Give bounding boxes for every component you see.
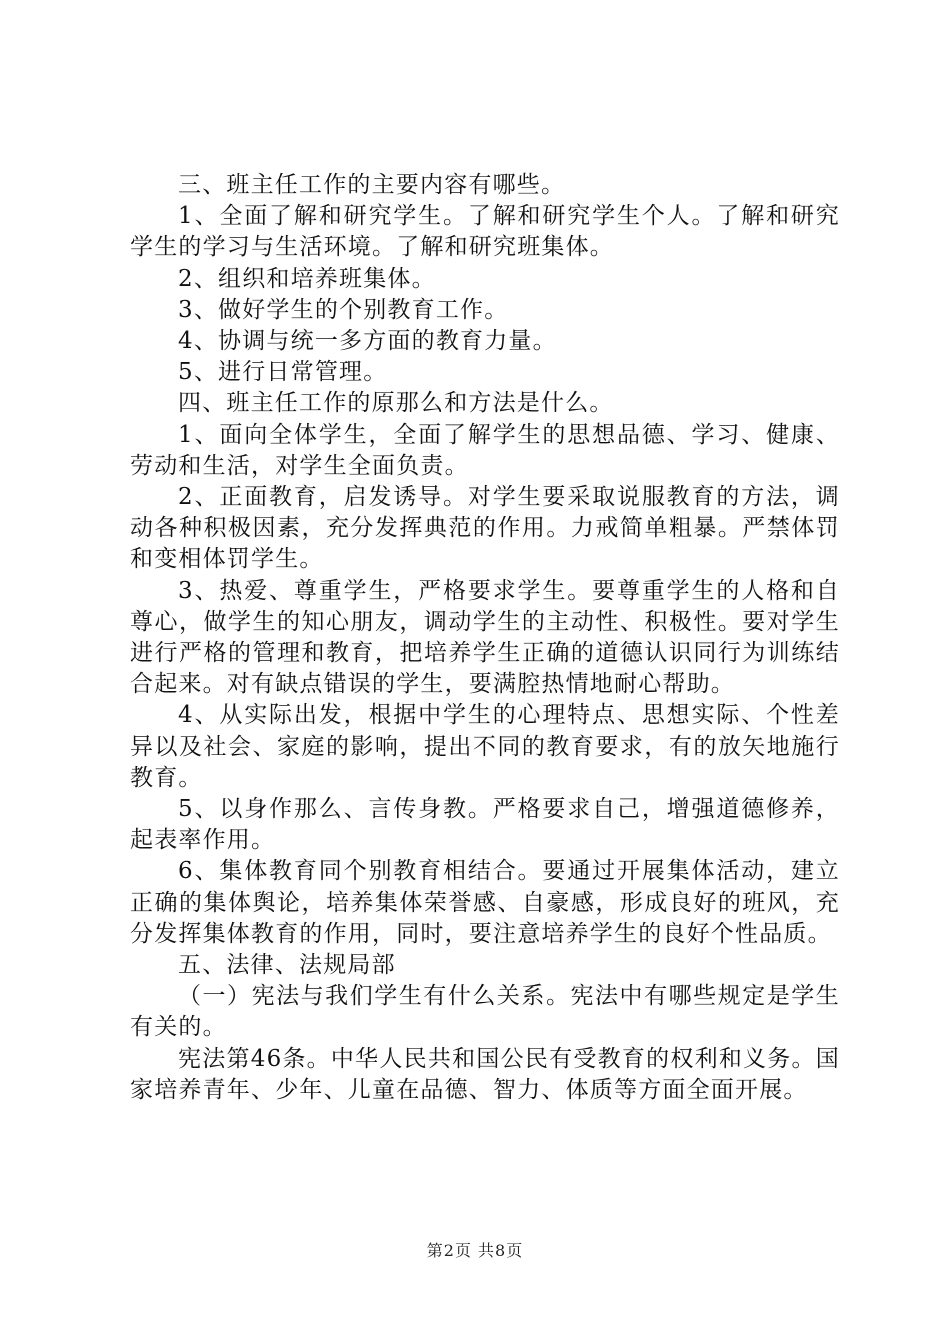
list-item: 5、进行日常管理。 <box>178 359 388 386</box>
list-item: 4、从实际出发，根据中学生的心理特点、思想实际、个性差异以及社会、家庭的影响，提出不同的教育要求，有的放矢地施行教育。 <box>130 702 840 791</box>
heading-section-4: 四、班主任工作的原那么和方法是什么。 <box>178 390 614 417</box>
heading-section-5: 五、法律、法规局部 <box>178 952 396 979</box>
list-item: 6、集体教育同个别教育相结合。要通过开展集体活动，建立正确的集体舆论，培养集体荣誉感、自豪感，形成良好的班风，充分发挥集体教育的作用，同时，要注意培养学生的良好个性品质。 <box>130 858 840 947</box>
list-item: 3、做好学生的个别教育工作。 <box>178 296 509 323</box>
body-paragraph: 宪法第46条。中华人民共和国公民有受教育的权利和义务。国家培养青年、少年、儿童在品德、智力、体质等方面全面开展。 <box>130 1045 840 1103</box>
list-item: 1、面向全体学生，全面了解学生的思想品德、学习、健康、劳动和生活，对学生全面负责。 <box>130 421 840 479</box>
list-item: 1、全面了解和研究学生。了解和研究学生个人。了解和研究学生的学习与生活环境。了解和研究班集体。 <box>130 203 840 261</box>
list-item: 5、以身作那么、言传身教。严格要求自己，增强道德修养，起表率作用。 <box>130 796 840 854</box>
subheading-constitution: （一）宪法与我们学生有什么关系。宪法中有哪些规定是学生有关的。 <box>130 983 840 1041</box>
document-body <box>130 170 840 1106</box>
list-item: 2、组织和培养班集体。 <box>178 265 436 292</box>
list-item: 2、正面教育，启发诱导。对学生要采取说服教育的方法，调动各种积极因素，充分发挥典范的作用。力戒简单粗暴。严禁体罚和变相体罚学生。 <box>130 484 840 573</box>
list-item: 3、热爱、尊重学生，严格要求学生。要尊重学生的人格和自尊心，做学生的知心朋友，调动学生的主动性、积极性。要对学生进行严格的管理和教育，把培养学生正确的道德认识同行为训练结合起来。对有缺点错误的学生，要满腔热情地耐心帮助。 <box>130 577 840 698</box>
page-number-footer: 第2页 共8页 <box>426 1241 524 1260</box>
list-item: 4、协调与统一多方面的教育力量。 <box>178 328 557 355</box>
heading-section-3: 三、班主任工作的主要内容有哪些。 <box>178 172 566 198</box>
